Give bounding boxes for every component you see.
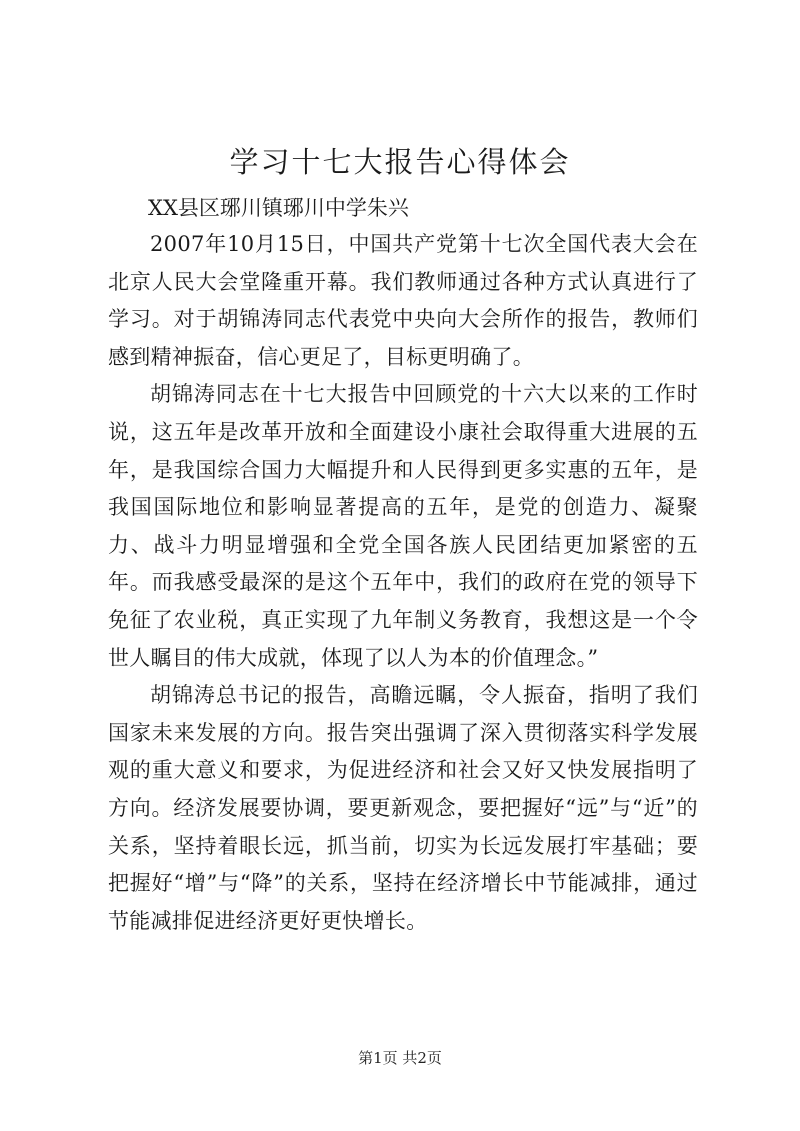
document-body <box>108 226 698 940</box>
document-title: 学习十七大报告心得体会 <box>229 145 571 179</box>
paragraph: 胡锦涛总书记的报告，高瞻远瞩，令人振奋，指明了我们国家未来发展的方向。报告突出强调了深入贯彻落实科学发展观的重大意义和要求，为促进经济和社会又好又快发展指明了方向。经济发展要协调，要更新观念，要把握好“远”与“近”的关系，坚持着眼长远，抓当前，切实为长远发展打牢基础；要把握好“增”与“降”的关系，坚持在经济增长中节能减排，通过节能减排促进经济更好更快增长。 <box>108 683 698 933</box>
paragraph: 胡锦涛同志在十七大报告中回顾党的十六大以来的工作时说，这五年是改革开放和全面建设小康社会取得重大进展的五年，是我国综合国力大幅提升和人民得到更多实惠的五年，是我国国际地位和影响显著提高的五年，是党的创造力、凝聚力、战斗力明显增强和全党全国各族人民团结更加紧密的五年。而我感受最深的是这个五年中，我们的政府在党的领导下免征了农业税，真正实现了九年制义务教育，我想这是一个令世人瞩目的伟大成就，体现了以人为本的价值理念。” <box>108 382 698 670</box>
page-indicator: 第1页 共2页 <box>358 1049 442 1067</box>
author-line: XX县区琊川镇琊川中学朱兴 <box>148 196 409 220</box>
paragraph: 2007年10月15日，中国共产党第十七次全国代表大会在北京人民大会堂隆重开幕。我们教师通过各种方式认真进行了学习。对于胡锦涛同志代表党中央向大会所作的报告，教师们感到精神振奋，信心更足了，目标更明确了。 <box>108 232 698 369</box>
